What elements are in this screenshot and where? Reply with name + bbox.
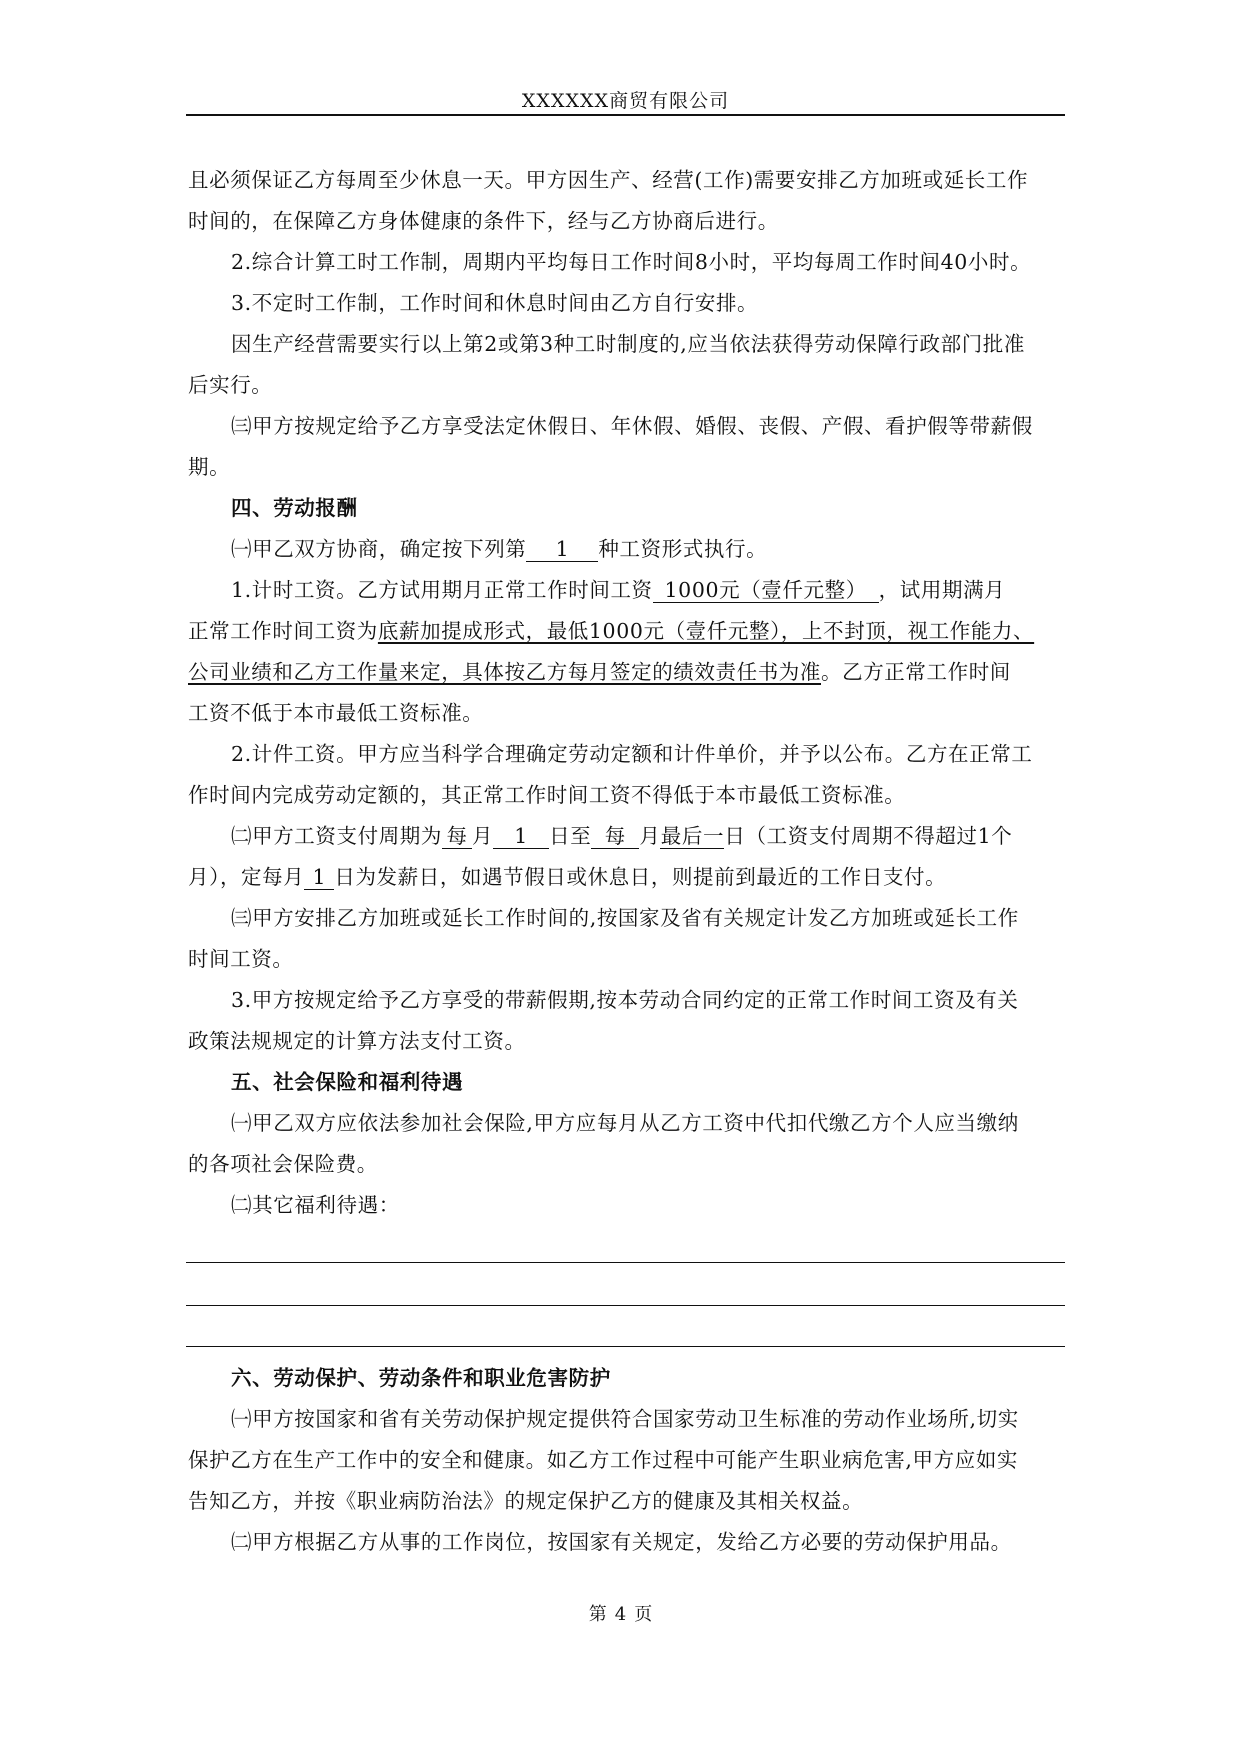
section-heading-social-insurance: 五、社会保险和福利待遇 <box>231 1070 464 1094</box>
text-segment: 种工资形式执行。 <box>598 537 768 561</box>
payday-field: 1 <box>304 865 334 890</box>
text-line: 且必须保证乙方每周至少休息一天。甲方因生产、经营(工作)需要安排乙方加班或延长工作 <box>188 168 1029 192</box>
other-benefits-blank-line <box>186 1305 1065 1306</box>
text-line: ㈡其它福利待遇： <box>231 1193 400 1217</box>
text-line: ㈠甲方按国家和省有关劳动保护规定提供符合国家劳动卫生标准的劳动作业场所,切实 <box>231 1407 1019 1431</box>
probation-wage-field: 1000元（壹仟元整） <box>653 578 879 603</box>
text-line <box>188 611 1064 652</box>
text-segment: 月 <box>472 824 494 848</box>
text-line: 2.综合计算工时工作制，周期内平均每日工作时间8小时，平均每周工作时间40小时。 <box>231 250 1032 274</box>
text-line: ㈡甲方根据乙方从事的工作岗位，按国家有关规定，发给乙方必要的劳动保护用品。 <box>231 1530 1012 1554</box>
text-line: 因生产经营需要实行以上第2或第3种工时制度的,应当依法获得劳动保障行政部门批准 <box>231 332 1025 356</box>
text-line: 工资不低于本市最低工资标准。 <box>188 701 484 725</box>
text-line <box>188 857 1064 898</box>
text-segment: 月 <box>639 824 661 848</box>
text-line: 2.计件工资。甲方应当科学合理确定劳动定额和计件单价，并予以公布。乙方在正常工 <box>231 742 1033 766</box>
header-rule <box>186 114 1065 116</box>
page-number-prefix: 第 <box>588 1604 607 1625</box>
other-benefits-blank-line <box>186 1262 1065 1263</box>
pay-period-end-field: 每 <box>591 824 639 849</box>
text-segment: ，试用期满月 <box>878 578 1006 602</box>
pay-period-start-day-field: 1 <box>493 824 549 849</box>
section-heading-labor-protection: 六、劳动保护、劳动条件和职业危害防护 <box>231 1366 611 1390</box>
document-body-lower <box>188 1358 1064 1563</box>
document-body <box>188 160 1064 1226</box>
text-line: 时间工资。 <box>188 947 294 971</box>
text-line: 后实行。 <box>188 373 273 397</box>
section-heading-remuneration: 四、劳动报酬 <box>231 496 358 520</box>
text-line: 告知乙方，并按《职业病防治法》的规定保护乙方的健康及其相关权益。 <box>188 1489 864 1513</box>
text-line: 保护乙方在生产工作中的安全和健康。如乙方工作过程中可能产生职业病危害,甲方应如实 <box>188 1448 1019 1472</box>
text-line <box>188 529 1064 570</box>
text-line <box>188 816 1064 857</box>
other-benefits-blank-line <box>186 1346 1065 1347</box>
text-line: ㈢甲方按规定给予乙方享受法定休假日、年休假、婚假、丧假、产假、看护假等带薪假 <box>231 414 1033 438</box>
wage-form-number-field: 1 <box>526 537 598 562</box>
text-segment: 月），定每月 <box>188 865 305 889</box>
text-line: 3.甲方按规定给予乙方享受的带薪假期,按本劳动合同约定的正常工作时间工资及有关 <box>231 988 1019 1012</box>
regular-wage-field: 底薪加提成形式，最低1000元（壹仟元整），上不封顶，视工作能力、 <box>377 619 1035 643</box>
text-segment: 。乙方正常工作时间 <box>821 660 1011 684</box>
pay-period-start-field: 每 <box>442 824 472 849</box>
text-segment: 日为发薪日，如遇节假日或休息日，则提前到最近的工作日支付。 <box>334 865 947 889</box>
text-segment: 日至 <box>549 824 592 848</box>
text-segment: ㈡甲方工资支付周期为 <box>231 824 442 848</box>
text-line: 的各项社会保险费。 <box>188 1152 378 1176</box>
page-number-suffix: 页 <box>634 1604 653 1625</box>
page-header-company: XXXXXX商贸有限公司 <box>521 90 730 112</box>
text-line: 政策法规规定的计算方法支付工资。 <box>188 1029 526 1053</box>
text-segment: 正常工作时间工资为 <box>188 619 378 643</box>
regular-wage-field-cont: 公司业绩和乙方工作量来定，具体按乙方每月签定的绩效责任书为准 <box>188 660 821 684</box>
text-line <box>188 652 1064 693</box>
text-line: 期。 <box>188 455 231 479</box>
text-line: ㈢甲方安排乙方加班或延长工作时间的,按国家及省有关规定计发乙方加班或延长工作 <box>231 906 1019 930</box>
page-number-footer <box>0 1600 1241 1626</box>
text-segment: ㈠甲乙双方协商，确定按下列第 <box>231 537 527 561</box>
page-number: 4 <box>614 1604 627 1625</box>
text-line: 3.不定时工作制，工作时间和休息时间由乙方自行安排。 <box>231 291 759 315</box>
text-segment: 日（工资支付周期不得超过1个 <box>724 824 1013 848</box>
text-line: ㈠甲乙双方应依法参加社会保险,甲方应每月从乙方工资中代扣代缴乙方个人应当缴纳 <box>231 1111 1019 1135</box>
text-line <box>188 570 1064 611</box>
pay-period-end-day-field: 最后一 <box>660 824 725 848</box>
text-line: 时间的，在保障乙方身体健康的条件下，经与乙方协商后进行。 <box>188 209 779 233</box>
text-line: 作时间内完成劳动定额的，其正常工作时间工资不得低于本市最低工资标准。 <box>188 783 906 807</box>
text-segment: 1.计时工资。乙方试用期月正常工作时间工资 <box>231 578 653 602</box>
